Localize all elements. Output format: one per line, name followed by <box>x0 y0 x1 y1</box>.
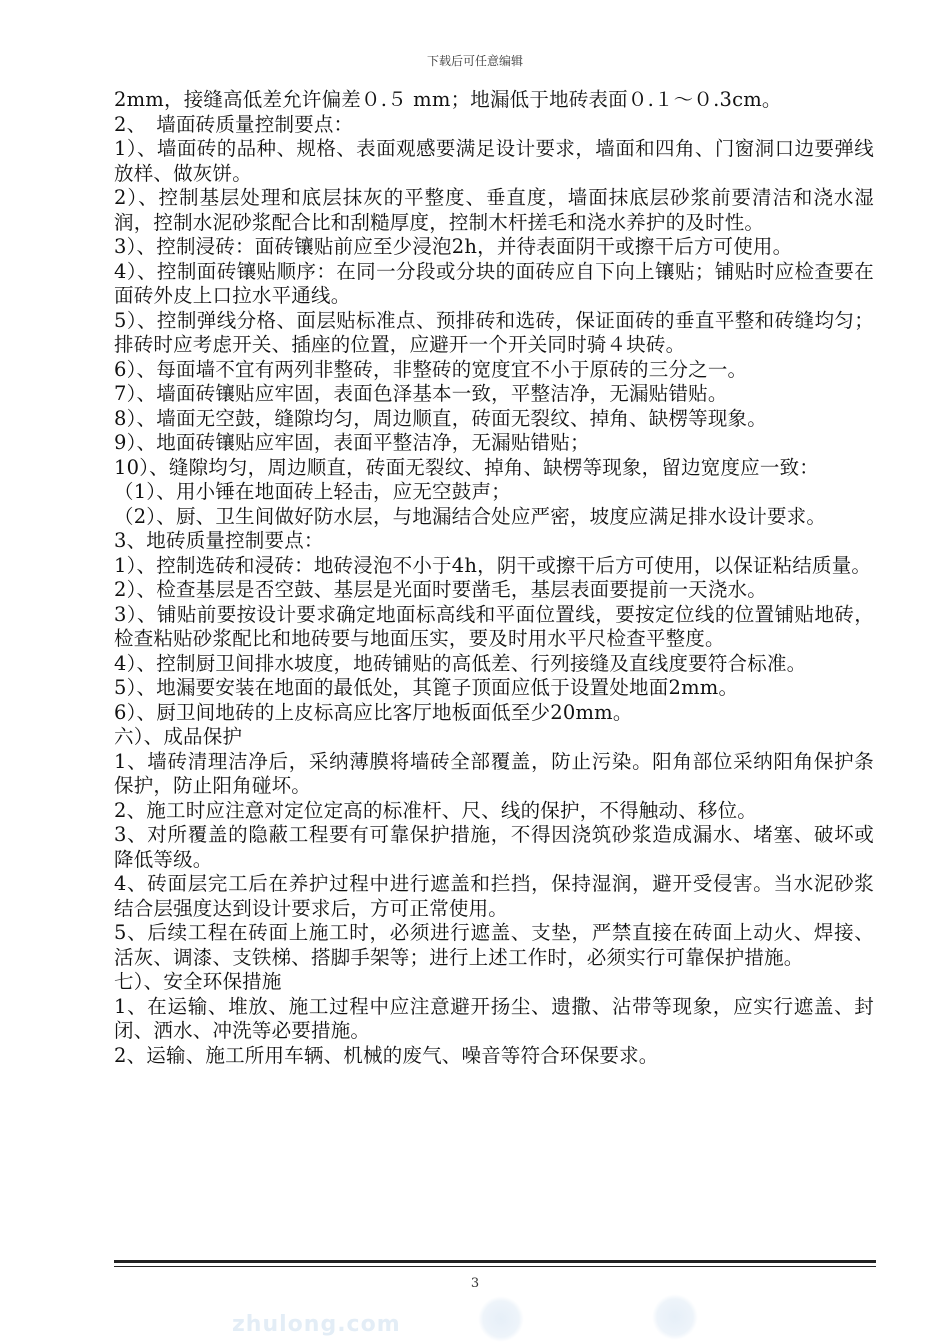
document-body <box>114 88 874 1068</box>
paragraph: 3、对所覆盖的隐蔽工程要有可靠保护措施，不得因浇筑砂浆造成漏水、堵塞、破坏或降低等级。 <box>114 823 874 871</box>
paragraph: 6）、每面墙不宜有两列非整砖，非整砖的宽度宜不小于原砖的三分之一。 <box>114 357 748 381</box>
paragraph: 1）、控制选砖和浸砖：地砖浸泡不小于4h，阴干或擦干后方可使用，以保证粘结质量。 <box>114 553 872 577</box>
watermark-snowflake-icon <box>652 1294 698 1340</box>
paragraph: 5）、地漏要安装在地面的最低处，其篦子顶面应低于设置处地面2mm。 <box>114 676 739 699</box>
section-heading: 2、 墙面砖质量控制要点： <box>114 112 354 136</box>
paragraph: 5、后续工程在砖面上施工时，必须进行遮盖、支垫，严禁直接在砖面上动火、焊接、活灰、调漆、支铁梯、搭脚手架等；进行上述工作时，必须实行可靠保护措施。 <box>114 921 874 969</box>
paragraph: 1、墙砖清理洁净后，采纳薄膜将墙砖全部覆盖，防止污染。阳角部位采纳阳角保护条保护，防止阳角碰坏。 <box>114 749 874 797</box>
paragraph: 3）、铺贴前要按设计要求确定地面标高线和平面位置线，要按定位线的位置铺贴地砖，检查粘贴砂浆配比和地砖要与地面压实，要及时用水平尺检查平整度。 <box>114 602 874 650</box>
paragraph: 4）、控制面砖镶贴顺序：在同一分段或分块的面砖应自下向上镶贴；铺贴时应检查要在面砖外皮上口拉水平通线。 <box>114 259 874 307</box>
paragraph: 7）、墙面砖镶贴应牢固，表面色泽基本一致，平整洁净，无漏贴错贴。 <box>114 382 728 405</box>
section-heading: 六）、成品保护 <box>114 725 243 748</box>
paragraph: 2mm，接缝高低差允许偏差０.５ mm；地漏低于地砖表面０.１～０.3cm。 <box>114 88 782 111</box>
page-header: 下载后可任意编辑 <box>426 54 523 68</box>
footer-rule-thick <box>114 1260 876 1263</box>
paragraph: （1）、用小锤在地面砖上轻击，应无空鼓声； <box>114 480 511 503</box>
paragraph: 1、在运输、堆放、施工过程中应注意避开扬尘、遗撒、沾带等现象，应实行遮盖、封闭、洒水、冲洗等必要措施。 <box>114 994 874 1042</box>
watermark: zhulong.com <box>232 1312 401 1337</box>
section-heading: 七）、安全环保措施 <box>114 970 282 993</box>
paragraph: 2）、检查基层是否空鼓、基层是光面时要凿毛，基层表面要提前一天浇水。 <box>114 578 767 601</box>
paragraph: 4、砖面层完工后在养护过程中进行遮盖和拦挡，保持湿润，避开受侵害。当水泥砂浆结合层强度达到设计要求后，方可正常使用。 <box>114 872 874 920</box>
paragraph: 2、施工时应注意对定位定高的标准杆、尺、线的保护，不得触动、移位。 <box>114 798 758 822</box>
paragraph: 6）、厨卫间地砖的上皮标高应比客厅地板面低至少20mm。 <box>114 700 633 724</box>
footer-rule-thin <box>114 1266 876 1267</box>
paragraph: 2）、控制基层处理和底层抹灰的平整度、垂直度，墙面抹底层砂浆前要清洁和浇水湿润，控制水泥砂浆配合比和刮糙厚度，控制木杆搓毛和浇水养护的及时性。 <box>114 186 874 234</box>
paragraph: 2、运输、施工所用车辆、机械的废气、噪音等符合环保要求。 <box>114 1043 659 1067</box>
paragraph: 8）、墙面无空鼓，缝隙均匀，周边顺直，砖面无裂纹、掉角、缺楞等现象。 <box>114 406 767 430</box>
paragraph: 4）、控制厨卫间排水坡度，地砖铺贴的高低差、行列接缝及直线度要符合标准。 <box>114 651 807 675</box>
paragraph: 3）、控制浸砖：面砖镶贴前应至少浸泡2h，并待表面阴干或擦干后方可使用。 <box>114 235 793 258</box>
page-number: 3 <box>470 1276 480 1291</box>
paragraph: 10）、缝隙均匀，周边顺直，砖面无裂纹、掉角、缺楞等现象，留边宽度应一致： <box>114 455 819 479</box>
paragraph: （2）、厨、卫生间做好防水层，与地漏结合处应严密，坡度应满足排水设计要求。 <box>114 504 827 528</box>
section-heading: 3、地砖质量控制要点： <box>114 529 324 552</box>
paragraph: 9）、地面砖镶贴应牢固，表面平整洁净，无漏贴错贴； <box>114 431 590 454</box>
paragraph: 1）、墙面砖的品种、规格、表面观感要满足设计要求，墙面和四角、门窗洞口边要弹线放样、做灰饼。 <box>114 137 874 185</box>
paragraph: 5）、控制弹线分格、面层贴标准点、预排砖和选砖，保证面砖的垂直平整和砖缝均匀；排砖时应考虑开关、插座的位置，应避开一个开关同时骑４块砖。 <box>114 308 874 356</box>
